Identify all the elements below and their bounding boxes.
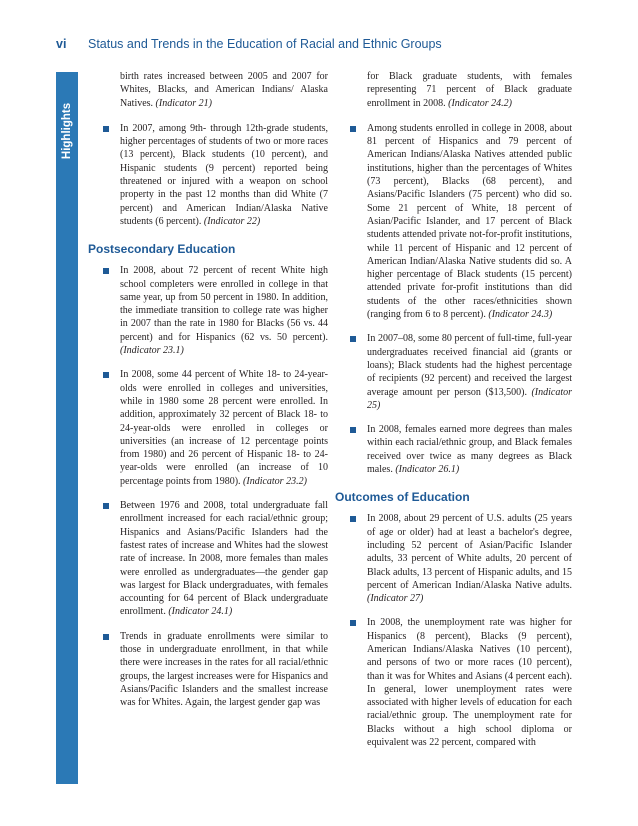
square-bullet-icon: [350, 126, 356, 132]
bullet-text: birth rates increased between 2005 and 2007 for Whites, Blacks, and American Indians/ Alaska Natives.: [120, 71, 328, 109]
sidebar-label: Highlights: [61, 102, 73, 160]
indicator-ref: (Indicator 25): [367, 386, 573, 411]
indicator-ref: (Indicator 24.3): [488, 309, 553, 321]
indicator-ref: (Indicator 27): [367, 593, 424, 605]
bullet-text: Between 1976 and 2008, total undergraduate fall enrollment increased for each racial/ethnic group; Hispanics and Asians/Pacific Islanders had the fastest rates of increase and Whites had the slowest rate of increase. In 2008, more females than males were enrolled as undergraduates—the gender gap was largest for Black undergraduates, with females accounting for 64 percent of Black undergraduate enrollment.: [120, 500, 328, 618]
left-column: [88, 70, 328, 720]
square-bullet-icon: [350, 620, 356, 626]
highlights-sidebar: [56, 72, 78, 784]
square-bullet-icon: [103, 372, 109, 378]
bullet-text: In 2007–08, some 80 percent of full-time, full-year undergraduates received financial aid (grants or loans); Black students had the highest percentage of recipients (92 percent) and received the largest average amount per person ($13,500).: [367, 333, 572, 398]
indicator-ref: (Indicator 22): [203, 215, 261, 227]
list-item: [335, 332, 572, 412]
square-bullet-icon: [103, 634, 109, 640]
right-column: [335, 70, 572, 760]
square-bullet-icon: [103, 268, 109, 274]
bullet-text: In 2008, the unemployment rate was higher for Hispanics (8 percent), Blacks (9 percent), American Indians/Alaska Natives (10 percent), and persons of two or more races (10 percent), than it was for Whites and Asians (4 percent each). In general, lower unemployment rates were associated with higher levels of education for each racial/ethnic group. The unemployment rate for Blacks without a high school diploma or equivalent was 22 percent, compared with: [367, 617, 572, 749]
list-item: [88, 368, 328, 488]
list-item: [88, 122, 328, 228]
list-item: [88, 264, 328, 357]
list-item: [335, 616, 572, 749]
indicator-ref: (Indicator 26.1): [395, 464, 460, 476]
bullet-text: Among students enrolled in college in 2008, about 81 percent of Hispanics and 79 percent of American Indians/Alaska Natives attended public institutions, higher than the percentages of Whites (73 percent), Blacks (68 percent), and Asians/Pacific Islanders (75 percent) who did so. Some 21 percent of White, 18 percent of Asian/Pacific Islander, and 17 percent of Black students attended private not-for-profit institutions, while 11 percent of Hispanic and 12 percent of American Indian/Alaska Native students did so. A higher percentage of Black students (15 percent) attended private for-profit institutions than did students of the other races/ethnicities shown (ranging from 6 to 8 percent).: [367, 122, 572, 321]
indicator-ref: (Indicator 23.2): [243, 475, 307, 487]
section-heading-outcomes: Outcomes of Education: [335, 490, 470, 505]
bullet-text: In 2008, about 29 percent of U.S. adults (25 years of age or older) had at least a bachelor's degree, including 52 percent of Asian/Pacific Islander adults, 33 percent of White adults, 20 percent of Black adults, 13 percent of Hispanic adults, and 15 percent of American Indian/Alaska Native adults.: [367, 513, 572, 591]
square-bullet-icon: [103, 126, 109, 132]
square-bullet-icon: [350, 336, 356, 342]
section-heading-postsecondary: Postsecondary Education: [88, 242, 236, 257]
bullet-text: Trends in graduate enrollments were similar to those in undergraduate enrollment, in that while there were increases in the rates for all racial/ethnic groups, the largest increases were for Hispanics and Asians/Pacific Islanders and the smallest increase was for Whites. Again, the largest gender gap was: [120, 630, 328, 709]
running-title: Status and Trends in the Education of Racial and Ethnic Groups: [88, 37, 442, 51]
list-item: [88, 630, 328, 710]
continued-paragraph: [335, 70, 572, 110]
bullet-text: In 2008, some 44 percent of White 18- to 24-year-olds were enrolled in colleges and universities, while in 1980 some 28 percent were enrolled. In addition, approximately 32 percent of Black 18- to 24-year-olds were enrolled in colleges or universities (an increase of 12 percentage points from 1980) and 26 percent of Hispanic 18- to 24-year-olds were enrolled (an increase of 10 percentage points from 1980).: [120, 369, 328, 487]
list-item: [335, 423, 572, 476]
list-item: [335, 122, 572, 321]
list-item: [88, 499, 328, 619]
square-bullet-icon: [103, 503, 109, 509]
bullet-text: In 2008, about 72 percent of recent White high school completers were enrolled in college in that same year, up from 50 percent in 1980. In addition, the immediate transition to college rate was higher in 2007 than the rate in 1980 for Blacks (56 vs. 44 percent) and for Hispanics (62 vs. 50 percent).: [120, 265, 328, 343]
continued-paragraph: [88, 70, 328, 110]
page-header: [56, 34, 616, 54]
indicator-ref: (Indicator 21): [155, 97, 212, 109]
list-item: [335, 512, 572, 605]
square-bullet-icon: [350, 427, 356, 433]
square-bullet-icon: [350, 516, 356, 522]
bullet-text: In 2007, among 9th- through 12th-grade students, higher percentages of students of two or more races (13 percent), Black students (10 percent), and Hispanic students (9 percent) reported being threatened or injured with a weapon on school property in the past 12 months than did White (7 percent) and American Indian/Alaska Native students (6 percent).: [120, 122, 328, 227]
indicator-ref: (Indicator 24.2): [448, 97, 512, 109]
bullet-text: In 2008, females earned more degrees than males within each racial/ethnic group, and Black females received over twice as many degrees as Black males.: [367, 424, 572, 476]
indicator-ref: (Indicator 24.1): [168, 606, 233, 618]
page-number: vi: [56, 37, 67, 51]
bullet-text: for Black graduate students, with females representing 71 percent of Black graduate enrollment in 2008.: [367, 71, 572, 109]
indicator-ref: (Indicator 23.1): [120, 345, 184, 357]
